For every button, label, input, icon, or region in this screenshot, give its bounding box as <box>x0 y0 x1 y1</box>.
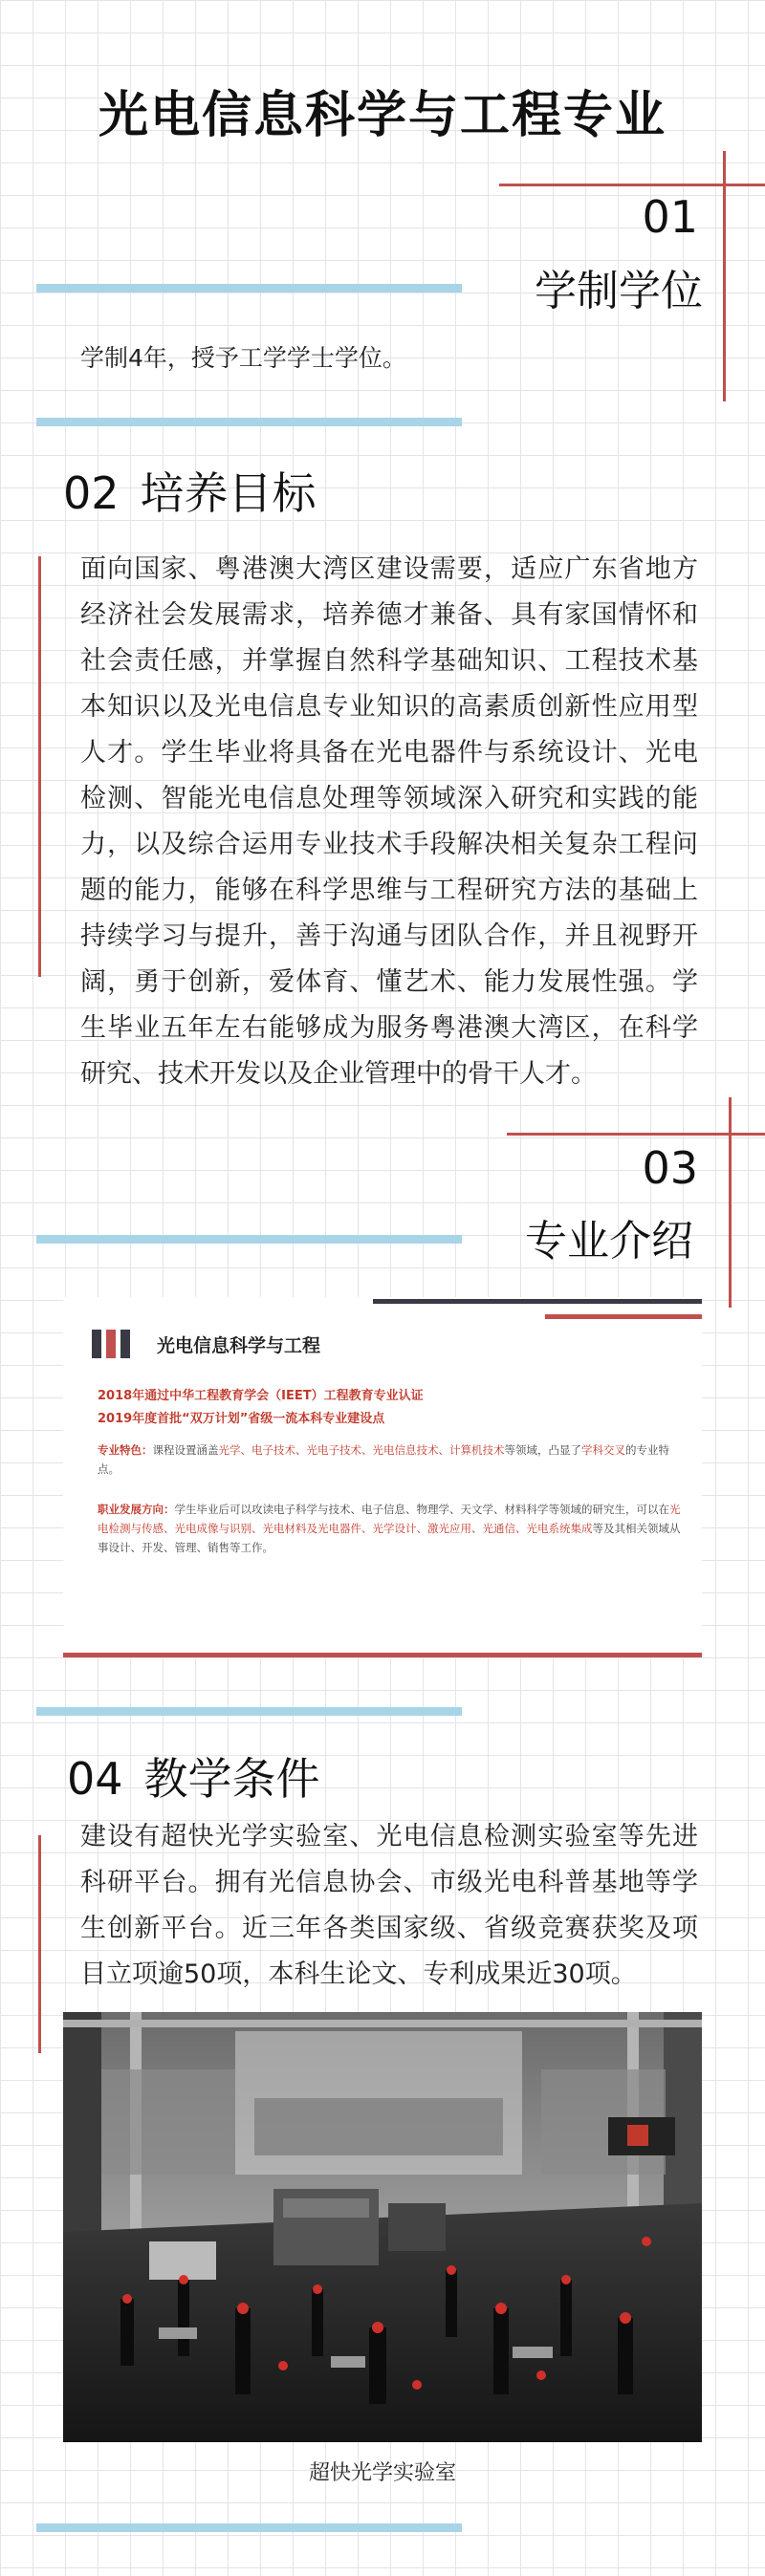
logo-bars <box>92 1330 149 1358</box>
decor-bar <box>36 1235 462 1244</box>
decor-line <box>545 1314 702 1319</box>
feature-text: 的专业特点。 <box>98 1443 669 1476</box>
career-text: 光电检测与传感、光电成像与识别、光电材料及光电器件、光学设计、激光应用、光通信、光电系统集成 <box>98 1503 681 1535</box>
decor-line <box>38 556 41 977</box>
feature-label: 专业特色： <box>98 1443 153 1457</box>
section-heading: 专业介绍 <box>525 1217 693 1266</box>
card-feature <box>98 1440 683 1479</box>
career-text: 学生毕业后可以攻读电子科学与技术、电子信息、物理学、天文学、材料科学等领域的研究生，可以在 <box>174 1503 669 1516</box>
career-label: 职业发展方向： <box>98 1503 175 1516</box>
lab-photo <box>63 2012 702 2442</box>
card-career <box>98 1500 683 1557</box>
section-text: 建设有超快光学实验室、光电信息检测实验室等先进科研平台。拥有光信息协会、市级光电科普基地等学生创新平台。近三年各类国家级、省级竞赛获奖及项目立项逾50项，本科生论文、专利成果近30项。 <box>80 1822 698 1989</box>
card-line: 2018年通过中华工程教育学会（IEET）工程教育专业认证 <box>98 1389 424 1403</box>
decor-line <box>729 1097 732 1308</box>
section-number: 03 <box>642 1142 698 1194</box>
decor-line <box>38 1835 41 2053</box>
section-heading: 学制学位 <box>535 267 703 315</box>
feature-text: 光学、电子技术、光电子技术、光电信息技术、计算机技术 <box>218 1443 505 1457</box>
section-number: 01 <box>642 191 698 243</box>
section-heading-row <box>63 459 317 522</box>
decor-bar <box>36 1707 462 1716</box>
decor-line <box>373 1299 702 1304</box>
decor-bar <box>36 284 462 292</box>
decor-bar <box>36 2523 462 2532</box>
feature-text: 课程设置涵盖 <box>152 1443 219 1457</box>
major-intro-image <box>63 1297 702 1656</box>
feature-text: 学科交叉 <box>581 1443 625 1457</box>
section-text: 面向国家、粤港澳大湾区建设需要，适应广东省地方经济社会发展需求，培养德才兼备、具有家国情怀和社会责任感，并掌握自然科学基础知识、工程技术基本知识以及光电信息专业知识的高素质创新性应用型人才。学生毕业将具备在光电器件与系统设计、光电检测、智能光电信息处理等领域深入研究和实践的能力，以及综合运用专业技术手段解决相关复杂工程问题的能力，能够在科学思维与工程研究方法的基础上持续学习与提升，善于沟通与团队合作，并且视野开阔，勇于创新，爱体育、懂艺术、能力发展性强。学生毕业五年左右能够成为服务粤港澳大湾区，在科学研究、技术开发以及企业管理中的骨干人才。 <box>80 554 698 1089</box>
section-heading: 教学条件 <box>143 1753 320 1805</box>
decor-line <box>723 151 726 401</box>
section-text: 学制4年，授予工学学士学位。 <box>80 344 406 372</box>
section-number: 02 <box>63 467 120 519</box>
section-heading-row <box>67 1744 320 1808</box>
page-title: 光电信息科学与工程专业 <box>98 87 667 144</box>
decor-line <box>507 1133 765 1136</box>
section-number: 04 <box>67 1753 123 1805</box>
feature-text: 等领域，凸显了 <box>504 1443 581 1457</box>
career-text: 等及其相关领域从事设计、开发、管理、销售等工作。 <box>98 1522 681 1554</box>
card-title: 光电信息科学与工程 <box>157 1335 321 1356</box>
photo-caption: 超快光学实验室 <box>308 2461 456 2485</box>
card-line: 2019年度首批“双万计划”省级一流本科专业建设点 <box>98 1412 385 1426</box>
decor-bar <box>36 418 462 426</box>
lab-photo-illustration <box>63 2012 702 2442</box>
section-heading: 培养目标 <box>140 467 317 519</box>
decor-line <box>63 1653 702 1657</box>
